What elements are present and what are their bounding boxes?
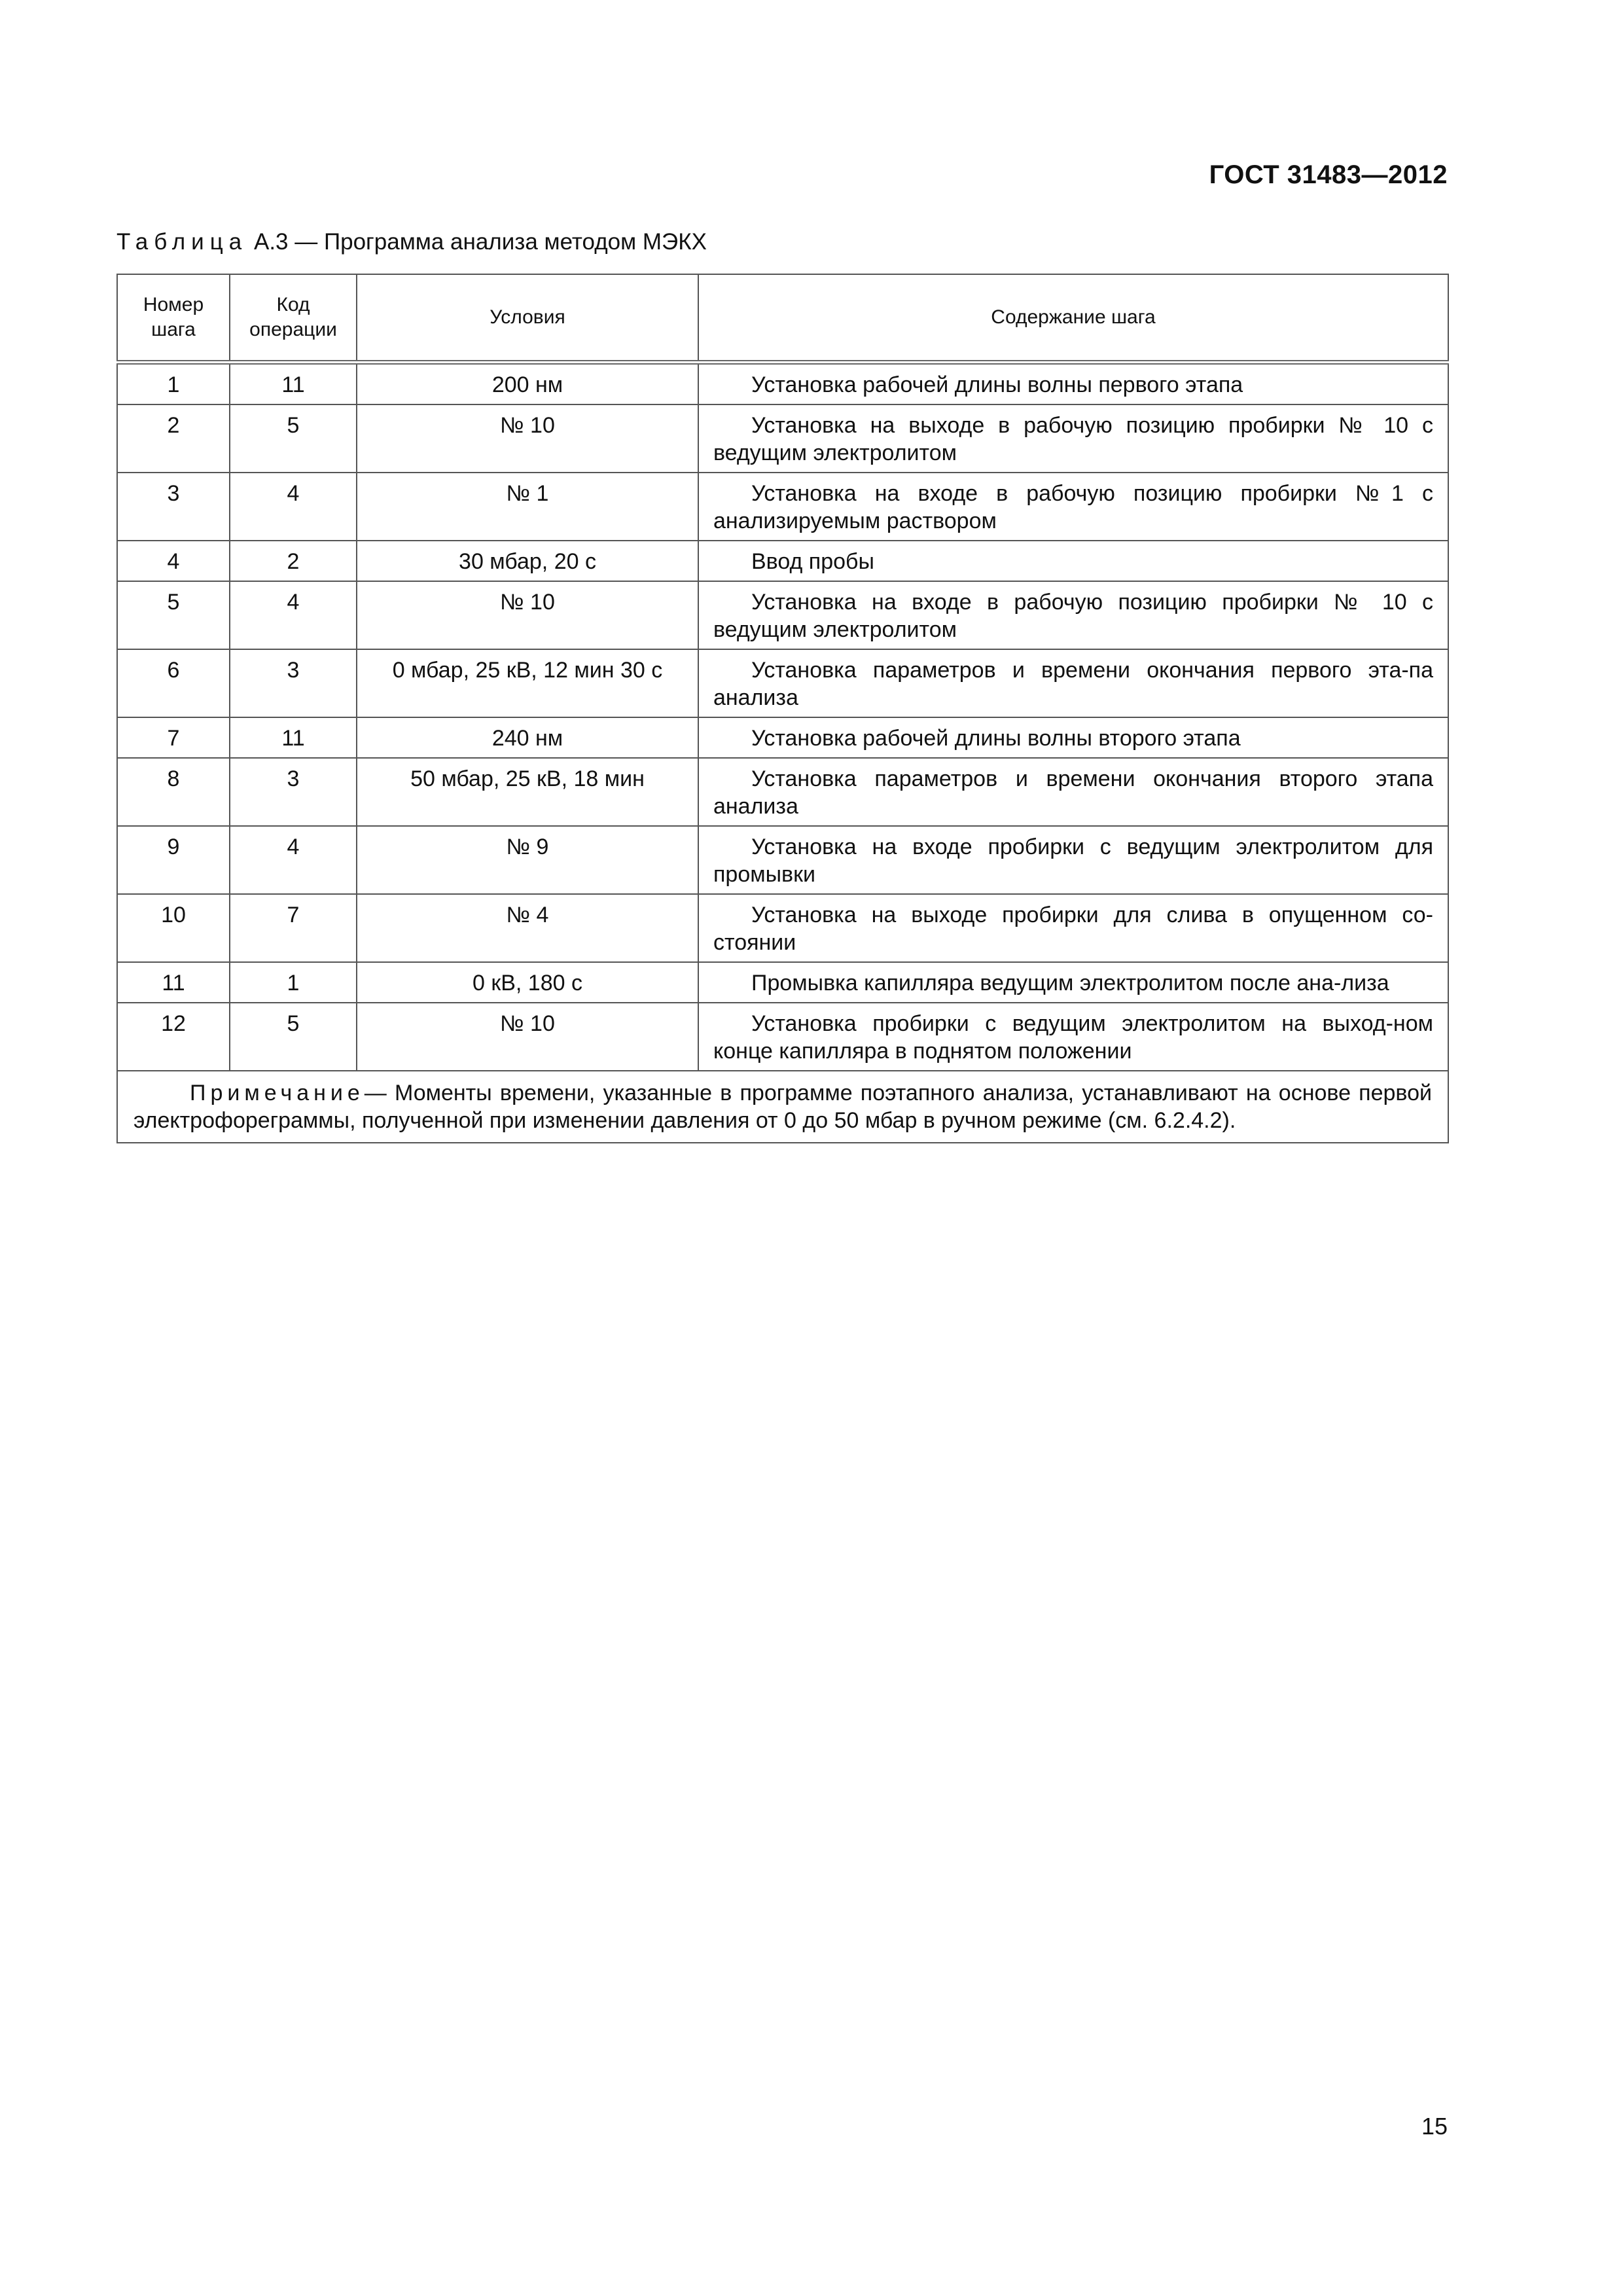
cell-conditions: 30 мбар, 20 с	[357, 541, 698, 581]
cell-conditions: 240 нм	[357, 717, 698, 758]
cell-conditions: 50 мбар, 25 кВ, 18 мин	[357, 758, 698, 826]
cell-content: Установка пробирки с ведущим электролитом на выход-ном конце капилляра в поднятом положении	[698, 1003, 1448, 1071]
table-row	[117, 541, 1448, 581]
table-row	[117, 826, 1448, 894]
cell-conditions: 0 мбар, 25 кВ, 12 мин 30 с	[357, 649, 698, 717]
table-note-row	[117, 1071, 1448, 1143]
table-row	[117, 363, 1448, 405]
cell-step: 1	[117, 363, 230, 405]
column-header-code: Код операции	[230, 274, 357, 363]
cell-code: 4	[230, 473, 357, 541]
cell-code: 7	[230, 894, 357, 962]
cell-code: 1	[230, 962, 357, 1003]
cell-content: Установка на выходе пробирки для слива в опущенном со-стоянии	[698, 894, 1448, 962]
table-caption-label: Таблица	[116, 229, 248, 255]
cell-code: 4	[230, 826, 357, 894]
cell-conditions: № 10	[357, 1003, 698, 1071]
table-note	[117, 1071, 1448, 1143]
cell-conditions: № 10	[357, 581, 698, 649]
table-row	[117, 404, 1448, 473]
cell-content: Ввод пробы	[698, 541, 1448, 581]
cell-content: Установка параметров и времени окончания второго этапа анализа	[698, 758, 1448, 826]
cell-code: 11	[230, 363, 357, 405]
page-number: 15	[1421, 2113, 1448, 2140]
note-text: — Моменты времени, указанные в программе поэтапного анализа, устанавливают на основе первой электрофореграммы, полученной при изменении давления от 0 до 50 мбар в ручном режиме (см. 6.2.4.2).	[134, 1081, 1432, 1133]
cell-content: Установка на входе пробирки с ведущим электролитом для промывки	[698, 826, 1448, 894]
cell-conditions: 200 нм	[357, 363, 698, 405]
cell-conditions: № 1	[357, 473, 698, 541]
cell-code: 5	[230, 404, 357, 473]
table-row	[117, 473, 1448, 541]
table-row	[117, 649, 1448, 717]
column-header-conditions: Условия	[357, 274, 698, 363]
cell-code: 5	[230, 1003, 357, 1071]
cell-conditions: № 9	[357, 826, 698, 894]
cell-step: 12	[117, 1003, 230, 1071]
column-header-content: Содержание шага	[698, 274, 1448, 363]
cell-content: Установка параметров и времени окончания первого эта-па анализа	[698, 649, 1448, 717]
table-row	[117, 717, 1448, 758]
cell-content: Установка рабочей длины волны первого этапа	[698, 363, 1448, 405]
cell-conditions: № 4	[357, 894, 698, 962]
cell-step: 3	[117, 473, 230, 541]
cell-step: 8	[117, 758, 230, 826]
cell-content: Установка на выходе в рабочую позицию пробирки № 10 с ведущим электролитом	[698, 404, 1448, 473]
cell-code: 3	[230, 649, 357, 717]
cell-content: Установка на входе в рабочую позицию пробирки №1 с анализируемым раствором	[698, 473, 1448, 541]
table-caption	[116, 229, 707, 255]
cell-step: 7	[117, 717, 230, 758]
table-row	[117, 581, 1448, 649]
analysis-program-table	[116, 274, 1449, 1143]
cell-content: Установка на входе в рабочую позицию пробирки № 10 с ведущим электролитом	[698, 581, 1448, 649]
cell-step: 4	[117, 541, 230, 581]
table-row	[117, 1003, 1448, 1071]
cell-content: Промывка капилляра ведущим электролитом после ана-лиза	[698, 962, 1448, 1003]
cell-step: 11	[117, 962, 230, 1003]
cell-code: 11	[230, 717, 357, 758]
cell-code: 3	[230, 758, 357, 826]
column-header-step: Номер шага	[117, 274, 230, 363]
cell-conditions: № 10	[357, 404, 698, 473]
document-code: ГОСТ 31483—2012	[1209, 160, 1448, 189]
cell-step: 2	[117, 404, 230, 473]
cell-step: 6	[117, 649, 230, 717]
cell-conditions: 0 кВ, 180 с	[357, 962, 698, 1003]
cell-step: 10	[117, 894, 230, 962]
cell-code: 4	[230, 581, 357, 649]
cell-code: 2	[230, 541, 357, 581]
table-row	[117, 894, 1448, 962]
table-header-row	[117, 274, 1448, 363]
table-row	[117, 962, 1448, 1003]
cell-step: 9	[117, 826, 230, 894]
cell-content: Установка рабочей длины волны второго этапа	[698, 717, 1448, 758]
table-caption-title: А.3 — Программа анализа методом МЭКХ	[253, 229, 707, 255]
note-label: Примечание	[190, 1081, 365, 1105]
table-row	[117, 758, 1448, 826]
cell-step: 5	[117, 581, 230, 649]
